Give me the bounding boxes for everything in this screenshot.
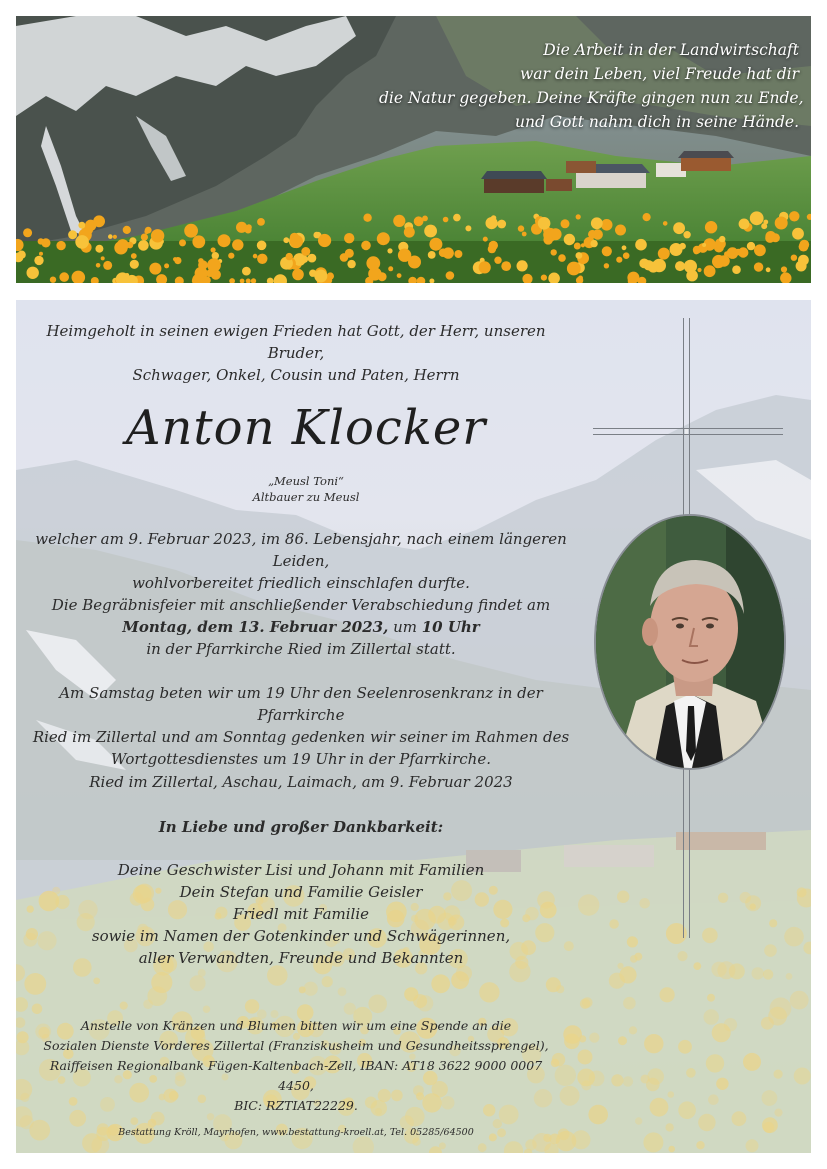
flower xyxy=(488,245,496,253)
background-flower xyxy=(696,1141,704,1149)
flower xyxy=(766,267,771,272)
background-flower xyxy=(665,1123,673,1131)
flower xyxy=(588,230,597,239)
background-flower xyxy=(623,997,636,1010)
background-flower xyxy=(190,975,206,991)
flower xyxy=(561,219,570,228)
background-flower xyxy=(707,994,715,1002)
flower xyxy=(675,261,685,271)
quote xyxy=(379,38,804,134)
background-flower xyxy=(639,898,650,909)
flower xyxy=(78,222,85,229)
flower xyxy=(558,254,566,262)
flower xyxy=(616,257,622,263)
flower xyxy=(103,261,112,270)
flower xyxy=(308,254,317,263)
flower xyxy=(453,214,461,222)
background-flower xyxy=(686,1068,696,1078)
funeral-date-line xyxy=(31,616,571,638)
flower xyxy=(424,225,437,238)
flower xyxy=(538,217,551,230)
flower xyxy=(704,265,716,277)
quote-line: die Natur gegeben. Deine Kräfte gingen nun zu Ende, xyxy=(379,89,804,107)
background-flower xyxy=(641,1075,650,1084)
background-flower xyxy=(563,1025,582,1044)
flower xyxy=(23,228,32,237)
background-flower xyxy=(761,1017,774,1030)
flower xyxy=(551,249,557,255)
background-flower xyxy=(479,982,499,1002)
flower xyxy=(581,243,585,247)
mourner-line: aller Verwandten, Freunde und Bekannten xyxy=(138,949,464,967)
flower xyxy=(494,257,501,264)
flower xyxy=(184,224,198,238)
flower xyxy=(483,237,488,242)
flower xyxy=(131,253,137,259)
background-flower xyxy=(577,1069,595,1087)
flower xyxy=(387,248,392,253)
flower xyxy=(517,260,528,271)
flower xyxy=(765,233,775,243)
flower xyxy=(34,256,43,265)
flower xyxy=(283,237,289,243)
flower xyxy=(564,234,575,245)
place-date: Ried im Zillertal, Aschau, Laimach, am 9. Februar 2023 xyxy=(89,773,513,791)
flower xyxy=(486,217,498,229)
background-flower xyxy=(609,919,619,929)
death-line: welcher am 9. Februar 2023, im 86. Lebensjahr, nach einem längeren Leiden, xyxy=(35,530,567,570)
flower xyxy=(792,228,804,240)
flower xyxy=(108,234,113,239)
mourner-line: sowie im Namen der Gotenkinder und Schwägerinnen, xyxy=(91,927,511,945)
flower xyxy=(574,243,581,250)
quote-line: und Gott nahm dich in seine Hände. xyxy=(514,113,799,131)
flower xyxy=(39,252,43,256)
flower xyxy=(113,235,117,239)
flower xyxy=(775,217,788,230)
flower xyxy=(59,272,69,282)
flower xyxy=(446,271,455,280)
flower xyxy=(454,250,462,258)
flower xyxy=(198,258,204,264)
flower xyxy=(732,265,741,274)
background-flower xyxy=(717,961,735,979)
funeral-home-footer: Bestattung Kröll, Mayrhofen, www.bestattung-kroell.at, Tel. 05285/64500 xyxy=(118,1127,474,1138)
background-flower xyxy=(698,1114,715,1131)
flower xyxy=(761,223,767,229)
flower xyxy=(164,263,169,268)
flower xyxy=(93,215,105,227)
background-flower xyxy=(650,1098,669,1117)
background-flower xyxy=(543,1134,551,1142)
funeral-date: Montag, dem 13. Februar 2023, xyxy=(122,618,389,636)
flower xyxy=(602,246,612,256)
background-flower xyxy=(580,999,590,1009)
flower xyxy=(377,232,390,245)
flower xyxy=(781,266,787,272)
mourner-line: Dein Stefan und Familie Geisler xyxy=(179,883,423,901)
flower xyxy=(344,233,354,243)
donation-line: Raiffeisen Regionalbank Fügen-Kaltenbach-Zell, IBAN: AT18 3622 9000 0007 4450, xyxy=(49,1058,543,1093)
flower xyxy=(796,261,807,272)
mourner-line: Deine Geschwister Lisi und Johann mit Familien xyxy=(117,861,485,879)
background-flower xyxy=(677,951,687,961)
death-notice xyxy=(31,528,571,594)
thanks-heading: In Liebe und großer Dankbarkeit: xyxy=(158,818,444,836)
flower xyxy=(292,269,304,281)
background-flower xyxy=(678,1101,696,1119)
flower xyxy=(101,256,105,260)
flower xyxy=(232,239,243,250)
background-flower xyxy=(763,1122,774,1133)
flower xyxy=(41,238,50,247)
flower xyxy=(212,252,219,259)
flower xyxy=(673,222,685,234)
rosary-line: Wortgottesdienstes um 19 Uhr in der Pfarrkirche. xyxy=(111,750,491,768)
flower xyxy=(686,270,698,282)
flower xyxy=(428,251,436,259)
flower xyxy=(95,245,103,253)
flower xyxy=(398,249,411,262)
background-flower xyxy=(413,994,427,1008)
rosary-notice xyxy=(31,682,571,770)
flower xyxy=(114,241,127,254)
quote-line: war dein Leben, viel Freude hat dir xyxy=(520,65,799,83)
flower xyxy=(228,253,234,259)
flower xyxy=(245,227,252,234)
funeral-mid: um xyxy=(388,618,422,636)
background-flower xyxy=(618,1036,627,1045)
background-flower xyxy=(556,1131,576,1151)
background-flower xyxy=(660,987,675,1002)
background-flower xyxy=(588,1105,608,1125)
background-flower xyxy=(478,1143,487,1152)
background-flower xyxy=(774,1109,782,1117)
flower xyxy=(652,259,666,273)
background-flower xyxy=(716,1078,728,1090)
flower xyxy=(141,234,148,241)
flower xyxy=(125,273,129,277)
flower xyxy=(791,255,797,261)
flower xyxy=(635,239,647,251)
background-flower xyxy=(24,973,46,995)
flower xyxy=(301,247,310,256)
background-flower xyxy=(786,973,793,980)
flower xyxy=(257,241,267,251)
quote-line: Die Arbeit in der Landwirtschaft xyxy=(543,41,799,59)
background-flower xyxy=(743,1053,761,1071)
flower xyxy=(179,239,186,246)
background-flower xyxy=(668,1146,675,1153)
flower xyxy=(361,241,371,251)
background-flower xyxy=(130,1117,138,1125)
flower xyxy=(75,235,89,249)
background-flower xyxy=(17,1031,29,1043)
flower xyxy=(799,240,809,250)
flower xyxy=(404,227,415,238)
flower xyxy=(712,255,725,268)
background-flower xyxy=(745,895,761,911)
flower xyxy=(739,219,750,230)
background-flower xyxy=(147,986,167,1006)
background-flower xyxy=(203,1006,210,1013)
flower xyxy=(309,270,316,277)
flower xyxy=(735,249,742,256)
background-flower xyxy=(718,893,728,903)
funeral-notice xyxy=(31,594,571,660)
funeral-line: Die Begräbnisfeier mit anschließender Verabschiedung findet am xyxy=(51,596,551,614)
mourner-line: Friedl mit Familie xyxy=(232,905,370,923)
flower xyxy=(149,263,161,275)
death-line: wohlvorbereitet friedlich einschlafen durfte. xyxy=(132,574,470,592)
flower xyxy=(705,221,717,233)
flower xyxy=(429,238,442,251)
flower xyxy=(318,234,331,247)
header-photo xyxy=(16,16,811,283)
flower xyxy=(683,231,690,238)
background-flower xyxy=(784,927,804,947)
background-flower xyxy=(794,1068,811,1085)
donation-line: BIC: RZTIAT22229. xyxy=(234,1098,358,1113)
background-flower xyxy=(611,1074,623,1086)
flower xyxy=(151,229,164,242)
flower xyxy=(253,254,258,259)
background-flower xyxy=(619,966,636,983)
background-flower xyxy=(763,969,773,979)
donation-line: Anstelle von Kränzen und Blumen bitten wir um eine Spende an die xyxy=(80,1018,512,1033)
background-flower xyxy=(702,928,718,944)
flower xyxy=(192,235,205,248)
flower xyxy=(518,225,524,231)
background-flower xyxy=(245,999,259,1013)
flower xyxy=(123,226,131,234)
flower xyxy=(623,252,630,259)
background-flower xyxy=(368,995,387,1014)
background-flower xyxy=(764,944,777,957)
funeral-line: in der Pfarrkirche Ried im Zillertal statt. xyxy=(146,640,456,658)
flower xyxy=(465,225,471,231)
background-flower xyxy=(769,919,777,927)
background-flower xyxy=(560,1086,580,1106)
background-flower xyxy=(20,1093,29,1102)
background-flower xyxy=(635,1117,642,1124)
flower xyxy=(347,260,355,268)
flower xyxy=(174,257,181,264)
background-flower xyxy=(644,1034,663,1053)
background-flower xyxy=(431,974,450,993)
flower xyxy=(719,236,725,242)
background-flower xyxy=(797,887,807,897)
rosary-line: Am Samstag beten wir um 19 Uhr den Seelenrosenkranz in der Pfarrkirche xyxy=(59,684,543,724)
flower xyxy=(443,217,449,223)
flower xyxy=(567,262,581,276)
flower xyxy=(290,233,299,242)
flower xyxy=(604,263,609,268)
background-flower xyxy=(746,1139,759,1152)
intro-text xyxy=(36,320,556,386)
background-flower xyxy=(617,963,623,969)
background-flower xyxy=(623,1076,633,1086)
flower xyxy=(68,230,77,239)
flower xyxy=(301,256,308,263)
flower xyxy=(366,256,380,270)
flower xyxy=(345,249,354,258)
flower xyxy=(789,211,799,221)
background-flower xyxy=(708,1094,719,1105)
background-flower xyxy=(627,936,638,947)
rosary-line: Ried im Zillertal und am Sonntag gedenken wir seiner im Rahmen des xyxy=(32,728,570,746)
flower xyxy=(50,277,56,283)
intro-line: Heimgeholt in seinen ewigen Frieden hat Gott, der Herr, unseren Bruder, xyxy=(46,322,546,362)
flower xyxy=(670,243,683,256)
flower xyxy=(591,217,603,229)
flower xyxy=(206,269,214,277)
flower xyxy=(313,232,320,239)
background-flower xyxy=(678,1040,692,1054)
background-flower xyxy=(693,962,701,970)
flower xyxy=(754,244,766,256)
background-flower xyxy=(589,1033,599,1043)
flower xyxy=(314,270,327,283)
mourners-list xyxy=(31,859,571,969)
donation-line: Sozialen Dienste Vorderes Zillertal (Franziskusheim und Gesundheitssprengel), xyxy=(43,1038,549,1053)
flower xyxy=(145,227,152,234)
background-flower xyxy=(578,1050,593,1065)
flower xyxy=(257,218,265,226)
background-flower xyxy=(706,1054,724,1072)
flower xyxy=(702,243,706,247)
background-flower xyxy=(732,1111,747,1126)
portrait-photo xyxy=(594,514,786,770)
flower xyxy=(242,267,251,276)
flower xyxy=(257,254,267,264)
flower xyxy=(378,272,387,281)
flower xyxy=(750,211,764,225)
background-flower xyxy=(93,978,100,985)
flower xyxy=(422,216,428,222)
flower xyxy=(211,247,216,252)
flower xyxy=(393,215,405,227)
funeral-time: 10 Uhr xyxy=(421,618,480,636)
flower xyxy=(522,232,527,237)
flower xyxy=(27,267,39,279)
background-flower xyxy=(752,967,764,979)
intro-line: Schwager, Onkel, Cousin und Paten, Herrn xyxy=(132,366,460,384)
cross-joint xyxy=(685,429,688,434)
background-flower xyxy=(579,1035,586,1042)
background-flower xyxy=(762,1090,778,1106)
flower xyxy=(697,268,701,272)
flower xyxy=(663,221,668,226)
background-flower xyxy=(578,894,599,915)
background-flower xyxy=(643,1132,663,1152)
flower xyxy=(363,214,371,222)
flower xyxy=(388,266,393,271)
flower xyxy=(414,216,424,226)
donation-notice xyxy=(36,1016,556,1116)
flower xyxy=(747,242,755,250)
flower xyxy=(622,245,627,250)
flower xyxy=(644,260,654,270)
obituary-card xyxy=(16,300,811,1153)
flower xyxy=(658,248,670,260)
flower xyxy=(601,219,613,231)
background-flower xyxy=(724,1018,737,1031)
deceased-name: Anton Klocker xyxy=(125,400,487,456)
flower xyxy=(543,235,553,245)
flower xyxy=(218,234,231,247)
deceased-title: Altbauer zu Meusl xyxy=(252,490,360,504)
background-flower xyxy=(304,982,318,996)
background-flower xyxy=(790,991,809,1010)
flower xyxy=(578,276,583,281)
flower xyxy=(130,260,139,269)
flower xyxy=(443,247,454,258)
flower xyxy=(138,240,149,251)
flower xyxy=(541,275,547,281)
flower xyxy=(754,262,763,271)
deceased-nickname-block xyxy=(146,473,466,505)
flower xyxy=(479,261,491,273)
flower xyxy=(576,252,583,259)
flower xyxy=(56,241,65,250)
deceased-nickname: „Meusl Toni“ xyxy=(268,474,344,488)
background-flower xyxy=(322,976,333,987)
flower xyxy=(576,214,581,219)
flower xyxy=(497,220,506,229)
cross-bar xyxy=(593,428,783,435)
flower xyxy=(590,240,597,247)
background-flower xyxy=(338,987,347,996)
background-flower xyxy=(617,891,629,903)
background-flower xyxy=(555,1065,576,1086)
background-flower xyxy=(629,1026,637,1034)
flower xyxy=(615,225,626,236)
flower xyxy=(96,263,101,268)
flower xyxy=(693,248,699,254)
background-flower xyxy=(630,955,638,963)
flower xyxy=(501,261,511,271)
flower xyxy=(286,253,293,260)
flower xyxy=(643,213,651,221)
flower xyxy=(397,273,402,278)
background-flower xyxy=(774,1070,783,1079)
background-flower xyxy=(704,1009,719,1024)
background-flower xyxy=(32,1004,43,1015)
background-flower xyxy=(120,1002,128,1010)
background-flower xyxy=(668,1091,675,1098)
background-flower xyxy=(556,985,564,993)
